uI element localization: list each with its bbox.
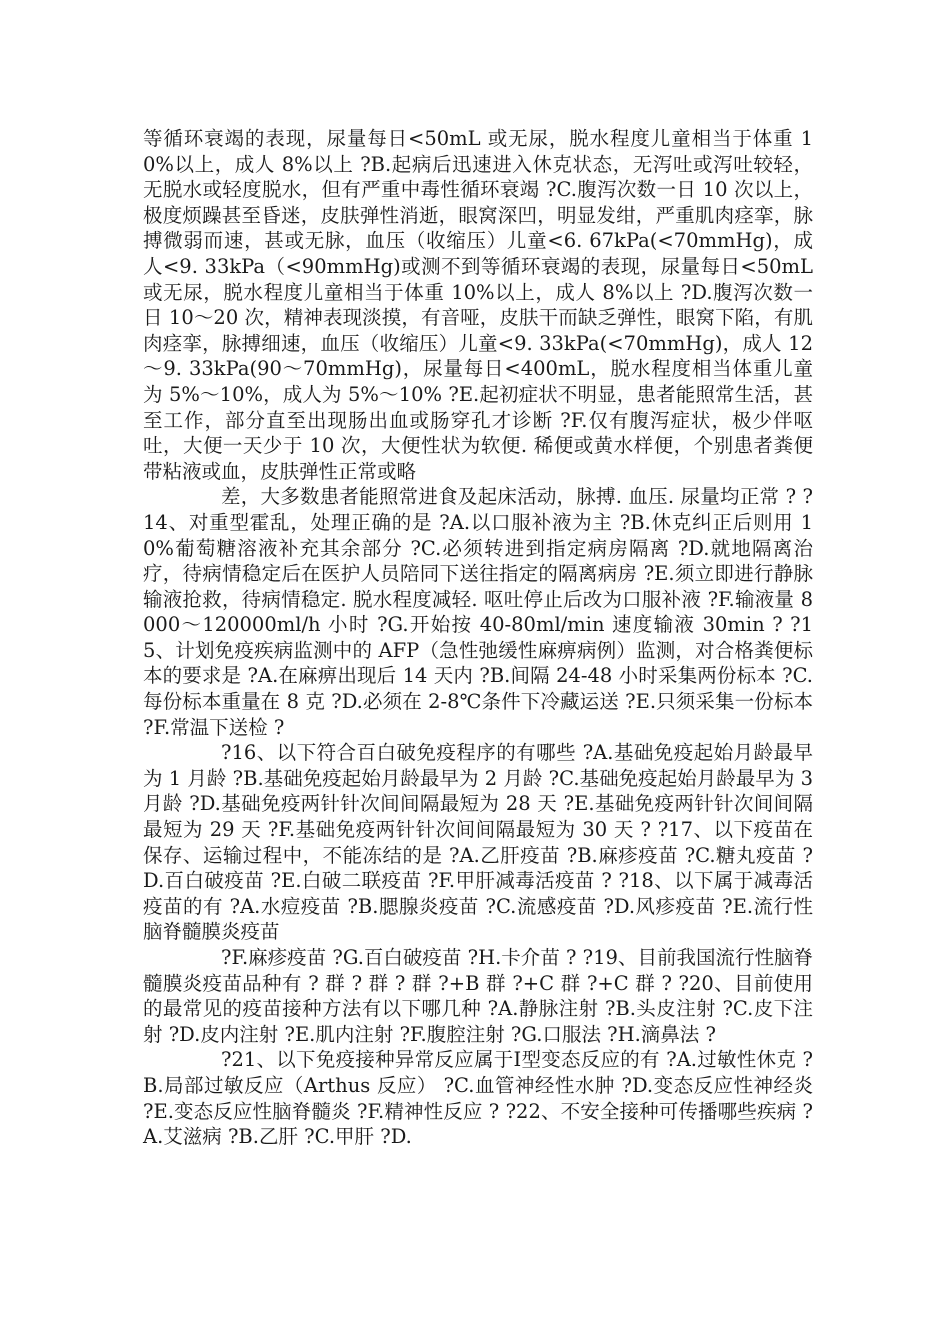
paragraph-3: ?16、以下符合百白破免疫程序的有哪些 ?A.基础免疫起始月龄最早为 1 月龄 ?B.基础免疫起始月龄最早为 2 月龄 ?C.基础免疫起始月龄最早为 3 月龄 ?D.基础免疫两针针次间间隔最短为 28 天 ?E.基础免疫两针针次间间隔最短为 29 天 ?F.基础免疫两针针次间间隔最短为 30 天 ? ?17、以下疫苗在保存、运输过程中，不能冻结的是 ?A.乙肝疫苗 ?B.麻疹疫苗 ?C.糖丸疫苗 ?D.百白破疫苗 ?E.白破二联疫苗 ?F.甲肝减毒活疫苗 ? ?18、以下属于减毒活疫苗的有 ?A.水痘疫苗 ?B.腮腺炎疫苗 ?C.流感疫苗 ?D.风疹疫苗 ?E.流行性脑脊髓膜炎疫苗: [143, 741, 813, 944]
document-body: [143, 126, 813, 1150]
paragraph-5: ?21、以下免疫接种异常反应属于Ⅰ型变态反应的有 ?A.过敏性休克 ?B.局部过敏反应（Arthus 反应） ?C.血管神经性水肿 ?D.变态反应性神经炎 ?E.变态反应性脑脊髓炎 ?F.精神性反应 ? ?22、不安全接种可传播哪些疾病 ?A.艾滋病 ?B.乙肝 ?C.甲肝 ?D.: [143, 1048, 813, 1149]
paragraph-4: ?F.麻疹疫苗 ?G.百白破疫苗 ?H.卡介苗 ? ?19、目前我国流行性脑脊髓膜炎疫苗品种有 ? 群 ? 群 ? 群 ?+B 群 ?+C 群 ?+C 群 ? ?20、目前使用的最常见的疫苗接种方法有以下哪几种 ?A.静脉注射 ?B.头皮注射 ?C.皮下注射 ?D.皮内注射 ?E.肌内注射 ?F.腹腔注射 ?G.口服法 ?H.滴鼻法 ?: [143, 946, 813, 1046]
paragraph-1: 等循环衰竭的表现，尿量每日<50mL 或无尿，脱水程度儿童相当于体重 10%以上，成人 8%以上 ?B.起病后迅速进入休克状态，无泻吐或泻吐较轻，无脱水或轻度脱水，但有严重中毒性循环衰竭 ?C.腹泻次数一日 10 次以上，极度烦躁甚至昏迷，皮肤弹性消逝，眼窝深凹，明显发绀，严重肌肉痉挛，脉搏微弱而速，甚或无脉，血压（收缩压）儿童<6. 67kPa(<70mmHg)，成人<9. 33kPa（<90mmHg)或测不到等循环衰竭的表现，尿量每日<50mL 或无尿，脱水程度儿童相当于体重 10%以上，成人 8%以上 ?D.腹泻次数一日 10～20 次，精神表现淡摸，有音哑，皮肤干而缺乏弹性，眼窝下陷，有肌肉痉挛，脉搏细速，血压（收缩压）儿童<9. 33kPa(<70mmHg)，成人 12～9. 33kPa(90～70mmHg)，尿量每日<400mL，脱水程度相当体重儿童为 5%～10%，成人为 5%～10% ?E.起初症状不明显，患者能照常生活，甚至工作，部分直至出现肠出血或肠穿孔才诊断 ?F.仅有腹泻症状，极少伴呕吐，大便一天少于 10 次，大便性状为软便. 稀便或黄水样便，个别患者粪便带粘液或血，皮肤弹性正常或略: [143, 127, 813, 483]
paragraph-2: 差，大多数患者能照常进食及起床活动，脉搏. 血压. 尿量均正常 ? ?14、对重型霍乱，处理正确的是 ?A.以口服补液为主 ?B.休克纠正后则用 10%葡萄糖溶液补充其余部分 ?C.必须转进到指定病房隔离 ?D.就地隔离治疗，待病情稳定后在医护人员陪同下送往指定的隔离病房 ?E.须立即进行静脉输液抢救，待病情稳定. 脱水程度减轻. 呕吐停止后改为口服补液 ?F.输液量 8000～120000ml/h 小时 ?G.开始按 40-80ml/min 速度输液 30min ? ?15、计划免疫疾病监测中的 AFP（急性弛缓性麻痹病例）监测，对合格粪便标本的要求是 ?A.在麻痹出现后 14 天内 ?B.间隔 24-48 小时采集两份标本 ?C.每份标本重量在 8 克 ?D.必须在 2-8℃条件下冷藏运送 ?E.只须采集一份标本 ?F.常温下送检 ?: [143, 485, 813, 739]
